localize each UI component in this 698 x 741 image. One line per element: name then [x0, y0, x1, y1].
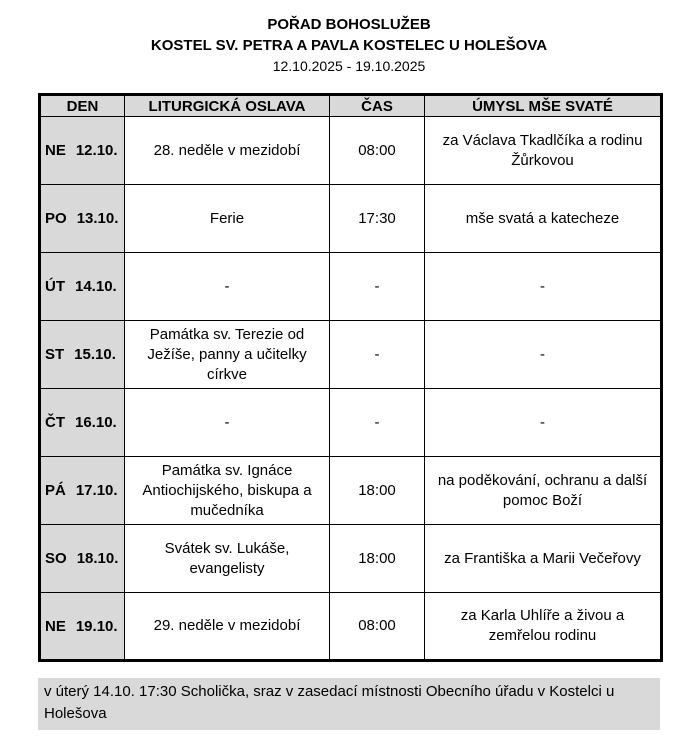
intention-cell: na poděkování, ochranu a další pomoc Boží [425, 457, 662, 525]
schedule-body [40, 117, 662, 661]
time-cell: - [330, 321, 425, 389]
intention-cell: za Františka a Marii Večeřovy [425, 525, 662, 593]
day-date: 13.10. [76, 210, 119, 227]
time-cell: 08:00 [330, 117, 425, 185]
column-header-umysl: ÚMYSL MŠE SVATÉ [425, 95, 662, 117]
day-cell [40, 525, 125, 593]
day-date: 19.10. [75, 617, 118, 635]
day-cell [40, 253, 125, 321]
day-date: 17.10. [75, 482, 118, 499]
column-header-liturgicka-oslava: LITURGICKÁ OSLAVA [125, 95, 330, 117]
time-cell: 18:00 [330, 525, 425, 593]
celebration-cell: Svátek sv. Lukáše, evangelisty [125, 525, 330, 593]
intention-cell: za Václava Tkadlčíka a rodinu Žůrkovou [425, 117, 662, 185]
table-header [40, 95, 662, 117]
title-block [38, 14, 660, 77]
celebration-cell: - [125, 253, 330, 321]
time-cell: 08:00 [330, 593, 425, 661]
day-abbrev: ST [45, 346, 65, 363]
day-abbrev: NE [45, 617, 66, 635]
table-row [40, 457, 662, 525]
day-cell [40, 457, 125, 525]
time-cell: 17:30 [330, 185, 425, 253]
celebration-cell: 29. neděle v mezidobí [125, 593, 330, 661]
day-date: 12.10. [75, 142, 118, 159]
intention-cell: - [425, 321, 662, 389]
document-title: POŘAD BOHOSLUŽEB [267, 16, 431, 33]
day-cell [40, 185, 125, 253]
schedule-table [38, 93, 663, 662]
day-abbrev: ÚT [45, 278, 65, 295]
table-row [40, 593, 662, 661]
day-cell [40, 117, 125, 185]
time-cell: - [330, 389, 425, 457]
time-cell: 18:00 [330, 457, 425, 525]
day-date: 16.10. [75, 414, 117, 431]
intention-cell: mše svatá a katecheze [425, 185, 662, 253]
intention-cell: - [425, 389, 662, 457]
day-cell [40, 389, 125, 457]
celebration-cell: Památka sv. Terezie od Ježíše, panny a učitelky církve [125, 321, 330, 389]
day-abbrev: PO [45, 210, 67, 227]
day-abbrev: PÁ [45, 482, 66, 499]
intention-cell: za Karla Uhlíře a živou a zemřelou rodinu [425, 593, 662, 661]
day-abbrev: ČT [45, 414, 65, 431]
footer-note: v úterý 14.10. 17:30 Scholička, sraz v zasedací místnosti Obecního úřadu v Kostelci u Holešova [38, 678, 660, 730]
day-abbrev: NE [45, 142, 66, 159]
day-cell [40, 593, 125, 661]
column-header-den: DEN [40, 95, 125, 117]
table-row [40, 525, 662, 593]
time-cell: - [330, 253, 425, 321]
day-date: 18.10. [76, 550, 119, 567]
table-row [40, 117, 662, 185]
celebration-cell: 28. neděle v mezidobí [125, 117, 330, 185]
document-subtitle: KOSTEL SV. PETRA A PAVLA KOSTELEC U HOLEŠOVA [150, 37, 548, 54]
celebration-cell: - [125, 389, 330, 457]
column-header-cas: ČAS [330, 95, 425, 117]
day-abbrev: SO [45, 550, 67, 567]
date-range: 12.10.2025 - 19.10.2025 [272, 58, 426, 74]
table-row [40, 253, 662, 321]
table-row [40, 389, 662, 457]
intention-cell: - [425, 253, 662, 321]
celebration-cell: Památka sv. Ignáce Antiochijského, biskupa a mučedníka [125, 457, 330, 525]
day-cell [40, 321, 125, 389]
day-date: 14.10. [75, 278, 117, 295]
table-row [40, 321, 662, 389]
celebration-cell: Ferie [125, 185, 330, 253]
table-row [40, 185, 662, 253]
header-row [40, 95, 662, 117]
day-date: 15.10. [74, 346, 116, 363]
